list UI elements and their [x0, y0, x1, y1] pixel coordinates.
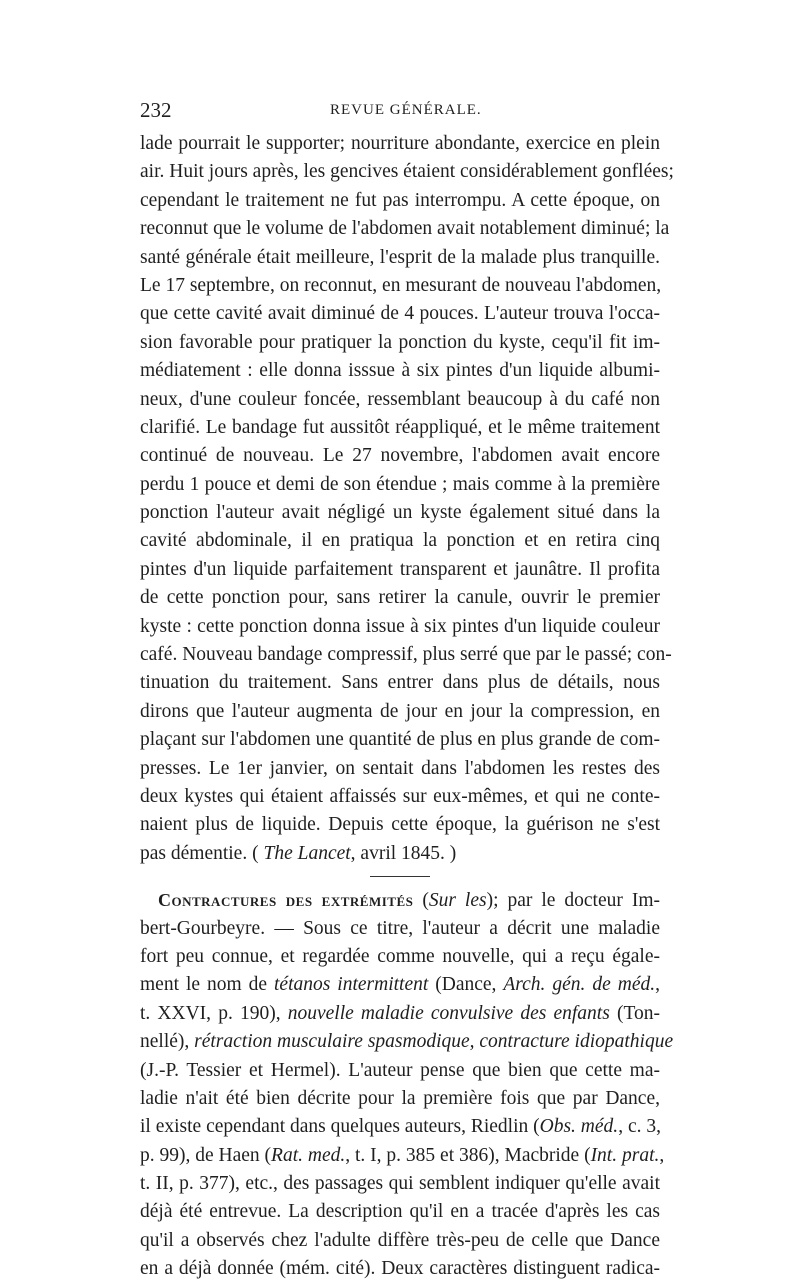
text-line: sion favorable pour pratiquer la ponction du kyste, cequ'il fit im-	[140, 331, 660, 353]
text-line: santé générale était meilleure, l'esprit de la malade plus tranquille.	[140, 246, 660, 268]
text-line: que cette cavité avait diminué de 4 pouces. L'auteur trouva l'occa-	[140, 303, 660, 325]
text-line: lade pourrait le supporter; nourriture abondante, exercice en plein	[140, 133, 660, 154]
text-line: neux, d'une couleur foncée, ressemblant beaucoup à du café non	[140, 388, 660, 410]
text-line: ponction l'auteur avait négligé un kyste également situé dans la	[140, 502, 660, 524]
text-line: déjà été entrevue. La description qu'il en a tracée d'après les cas	[140, 1201, 660, 1223]
article-title: Contractures des extrémités	[158, 890, 414, 911]
text-fragment: ,	[659, 1144, 665, 1166]
text-line: dirons que l'auteur augmenta de jour en jour la compression, en	[140, 700, 660, 722]
text-line: Le 17 septembre, on reconnut, en mesurant de nouveau l'abdomen,	[140, 274, 662, 296]
text-line: fort peu connue, et regardée comme nouvelle, qui a reçu égale-	[140, 945, 660, 967]
article-title-line	[140, 886, 660, 914]
text-fragment: p. 99), de Haen (	[140, 1144, 272, 1166]
text-fragment-italic: Rat. med.	[271, 1144, 346, 1166]
text-line	[140, 1113, 660, 1141]
text-fragment: ment le nom de	[140, 974, 274, 996]
text-fragment: nellé),	[140, 1031, 195, 1053]
text-line: perdu 1 pouce et demi de son étendue ; mais comme à la première	[140, 473, 660, 495]
text-line: t. II, p. 377), etc., des passages qui semblent indiquer qu'elle avait	[140, 1173, 660, 1195]
text-fragment-italic: rétraction musculaire spasmodique, contracture idiopathique	[194, 1031, 674, 1053]
text-line: en a déjà donnée (mém. cité). Deux caractères distinguent radica-	[140, 1258, 660, 1280]
text-line	[140, 1000, 660, 1028]
text-line: pintes d'un liquide parfaitement transparent et jaunâtre. Il profita	[140, 558, 660, 580]
text-line: bert-Gourbeyre. — Sous ce titre, l'auteur a décrit une maladie	[140, 917, 660, 939]
text-fragment: , c. 3,	[618, 1116, 661, 1138]
text-line: (J.-P. Tessier et Hermel). L'auteur pense que bien que cette ma-	[140, 1059, 660, 1081]
text-line: continué de nouveau. Le 27 novembre, l'abdomen avait encore	[140, 445, 660, 467]
page-header	[140, 98, 660, 128]
text-fragment-italic: Int. prat.	[590, 1144, 660, 1166]
text-fragment-italic: Arch. gén. de méd.	[503, 974, 656, 996]
text-line: qu'il a observés chez l'adulte diffère très-peu de celle que Dance	[140, 1229, 660, 1251]
body-text	[140, 130, 674, 1284]
text-line: de cette ponction pour, sans retirer la canule, ouvrir le premier	[140, 587, 660, 609]
section-divider	[140, 868, 660, 886]
citation-prefix: pas démentie. (	[140, 842, 264, 864]
text-fragment: (Dance,	[428, 974, 504, 996]
journal-name: The Lancet	[263, 842, 351, 864]
text-fragment: t. XXVI, p. 190),	[140, 1002, 288, 1024]
text-fragment-italic: tétanos intermittent	[274, 974, 429, 996]
text-line	[140, 1028, 674, 1056]
running-title: REVUE GÉNÉRALE.	[330, 102, 482, 118]
text-fragment: (Ton-	[609, 1002, 660, 1024]
text-line: tinuation du traitement. Sans entrer dans plus de détails, nous	[140, 672, 660, 694]
text-line: plaçant sur l'abdomen une quantité de plus en plus grande de com-	[140, 729, 660, 751]
text-line: air. Huit jours après, les gencives étaient considérablement gonflées;	[140, 161, 674, 183]
text-fragment: , t. I, p. 385 et 386), Macbride (	[345, 1144, 591, 1166]
text-fragment-italic: Obs. méd.	[539, 1116, 619, 1138]
text-fragment-italic: Sur les	[428, 890, 487, 912]
text-fragment-italic: nouvelle maladie convulsive des enfants	[287, 1002, 610, 1024]
text-line	[140, 1142, 665, 1170]
text-fragment: il existe cependant dans quelques auteurs, Riedlin (	[140, 1116, 540, 1138]
page-number: 232	[140, 98, 172, 122]
text-line: cavité abdominale, il en pratiqua la ponction et en retira cinq	[140, 530, 660, 552]
text-line: naient plus de liquide. Depuis cette époque, la guérison ne s'est	[140, 814, 660, 836]
text-line	[140, 971, 660, 999]
text-fragment: (	[413, 890, 429, 912]
text-line: médiatement : elle donna isssue à six pintes d'un liquide albumi-	[140, 360, 660, 382]
text-line: cependant le traitement ne fut pas interrompu. A cette époque, on	[140, 189, 660, 211]
text-fragment: ); par le docteur Im-	[486, 890, 661, 912]
text-line: presses. Le 1er janvier, on sentait dans l'abdomen les restes des	[140, 757, 660, 779]
text-line: kyste : cette ponction donna issue à six pintes d'un liquide couleur	[140, 615, 660, 637]
text-line: reconnut que le volume de l'abdomen avait notablement diminué; la	[140, 218, 670, 240]
citation-suffix: , avril 1845. )	[350, 842, 457, 864]
text-line: café. Nouveau bandage compressif, plus serré que par le passé; con-	[140, 644, 672, 666]
text-fragment: ,	[655, 974, 660, 996]
text-line-citation	[140, 840, 660, 868]
text-line: clarifié. Le bandage fut aussitôt réappliqué, et le même traitement	[140, 416, 660, 438]
text-line: ladie n'ait été bien décrite pour la première fois que par Dance,	[140, 1087, 660, 1109]
text-line: deux kystes qui étaient affaissés sur eux-mêmes, et qui ne conte-	[140, 785, 660, 807]
